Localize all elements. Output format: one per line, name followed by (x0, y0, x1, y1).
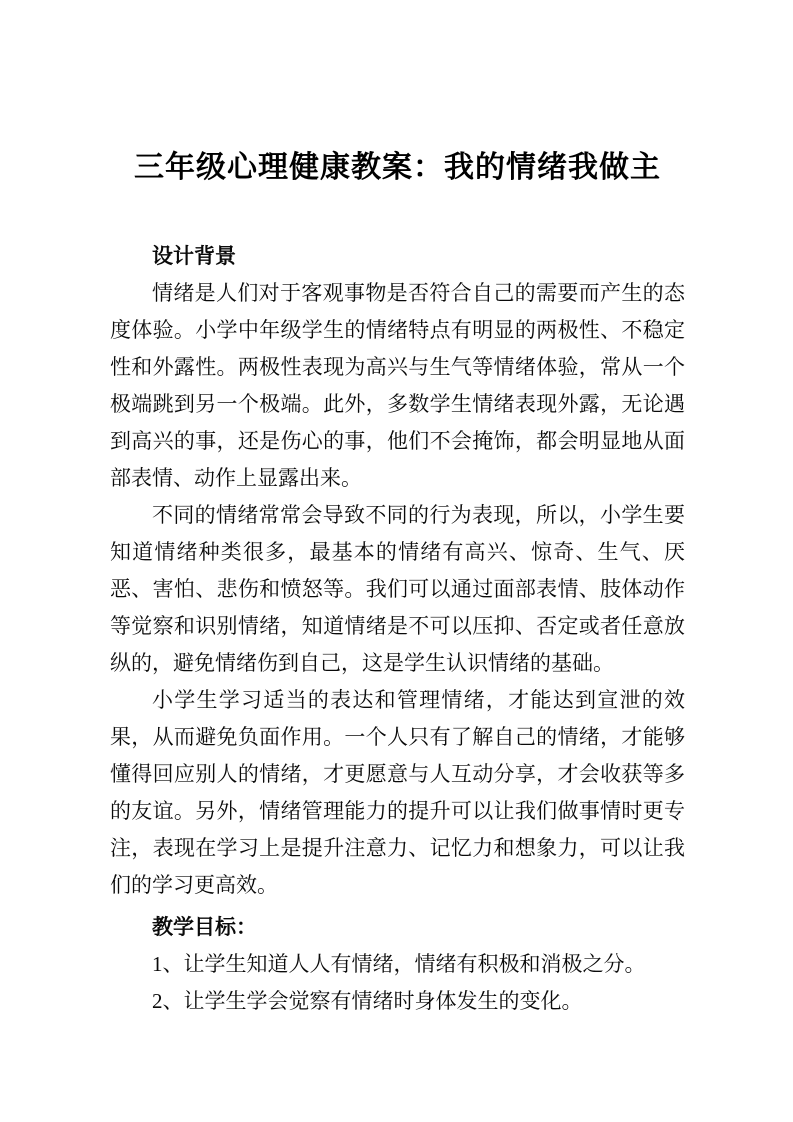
section-heading-teaching-goals: 教学目标： (152, 915, 257, 939)
document-title: 三年级心理健康教案：我的情绪我做主 (134, 151, 661, 184)
paragraph-emotion-types: 不同的情绪常常会导致不同的行为表现，所以，小学生要知道情绪种类很多，最基本的情绪有高兴、惊奇、生气、厌恶、害怕、悲伤和愤怒等。我们可以通过面部表情、肢体动作等觉察和识别情绪，知道情绪是不可以压抑、否定或者任意放纵的，避免情绪伤到自己，这是学生认识情绪的基础。 (110, 503, 685, 675)
goal-item-1: 1、让学生知道人人有情绪，情绪有积极和消极之分。 (152, 952, 646, 976)
paragraph-emotion-management: 小学生学习适当的表达和管理情绪，才能达到宣泄的效果，从而避免负面作用。一个人只有了解自己的情绪，才能够懂得回应别人的情绪，才更愿意与人互动分享，才会收获等多的友谊。另外，情绪管理能力的提升可以让我们做事情时更专注，表现在学习上是提升注意力、记忆力和想象力，可以让我们的学习更高效。 (110, 688, 685, 897)
paragraph-emotion-definition: 情绪是人们对于客观事物是否符合自己的需要而产生的态度体验。小学中年级学生的情绪特点有明显的两极性、不稳定性和外露性。两极性表现为高兴与生气等情绪体验，常从一个极端跳到另一个极端。此外，多数学生情绪表现外露，无论遇到高兴的事，还是伤心的事，他们不会掩饰，都会明显地从面部表情、动作上显露出来。 (110, 281, 685, 490)
section-heading-design-background: 设计背景 (152, 244, 236, 268)
goal-item-2: 2、让学生学会觉察有情绪时身体发生的变化。 (152, 989, 583, 1013)
